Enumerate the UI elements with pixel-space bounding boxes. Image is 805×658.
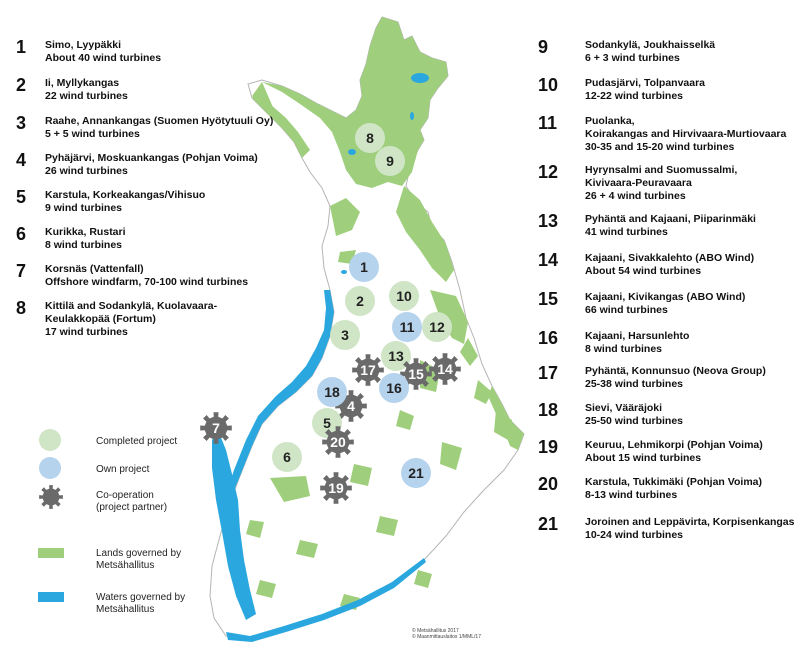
marker-label: 9	[386, 153, 394, 169]
marker-label: 20	[330, 434, 346, 450]
project-number: 4	[16, 150, 27, 170]
project-name	[45, 189, 205, 215]
project-number: 16	[538, 328, 559, 348]
project-number: 6	[16, 224, 27, 244]
project-desc: 25-50 wind turbines	[585, 415, 684, 427]
marker-label: 6	[283, 449, 291, 465]
legend-own-label: Own project	[96, 464, 150, 475]
project-desc: 9 wind turbines	[45, 202, 123, 214]
lake-small-1	[410, 112, 414, 120]
project-number: 3	[16, 113, 27, 133]
project-name-line-1: Pyhäntä and Kajaani, Piiparinmäki	[585, 213, 756, 225]
marker-1[interactable]	[349, 252, 379, 282]
marker-9[interactable]	[375, 146, 405, 176]
project-desc: Offshore windfarm, 70-100 wind turbines	[45, 276, 249, 288]
project-name-line-1: Karstula, Korkeakangas/Vihisuo	[45, 189, 206, 201]
marker-label: 19	[328, 480, 344, 496]
project-number: 13	[538, 211, 559, 231]
gear-icon	[38, 484, 64, 510]
copyright-line-2: © Maanmittauslaitos 1/MML/17	[412, 634, 481, 640]
project-desc: 8 wind turbines	[585, 343, 663, 355]
marker-11[interactable]	[392, 312, 422, 342]
marker-21[interactable]	[401, 458, 431, 488]
project-name-line-1: Joroinen and Leppävirta, Korpisenkangas	[585, 516, 795, 528]
project-number: 20	[538, 474, 559, 494]
project-number: 1	[16, 37, 27, 57]
project-name-line-2: Koirakangas and Hirvivaara-Murtiovaara	[585, 128, 787, 140]
marker-label: 17	[360, 362, 376, 378]
project-name	[45, 115, 273, 141]
project-name	[585, 164, 737, 203]
marker-6[interactable]	[272, 442, 302, 472]
project-name	[585, 39, 715, 65]
marker-label: 16	[386, 380, 402, 396]
project-name	[585, 330, 689, 356]
marker-label: 1	[360, 259, 368, 275]
project-name	[585, 291, 745, 317]
legend-lands	[38, 544, 238, 570]
project-name	[585, 115, 786, 154]
legend-own	[38, 456, 238, 482]
waters-swatch-icon	[38, 592, 64, 602]
project-name-line-1: Sievi, Vääräjoki	[585, 402, 663, 414]
project-desc: About 40 wind turbines	[45, 52, 162, 64]
own-swatch-icon	[38, 456, 62, 480]
lake-inari	[411, 73, 429, 83]
project-name	[585, 213, 756, 239]
marker-label: 2	[356, 293, 364, 309]
marker-label: 4	[347, 398, 355, 414]
project-name-line-1: Raahe, Annankangas (Suomen Hyötytuuli Oy)	[45, 115, 274, 127]
project-desc: 8-13 wind turbines	[585, 489, 678, 501]
copyright	[412, 628, 481, 640]
project-desc: 12-22 wind turbines	[585, 90, 684, 102]
marker-label: 8	[366, 130, 374, 146]
project-name-line-2: Kivivaara-Peuravaara	[585, 177, 692, 189]
legend-coop-label-1: Co-operation	[96, 490, 154, 501]
project-number: 18	[538, 400, 559, 420]
marker-17[interactable]	[352, 354, 384, 386]
legend-waters-label-1: Waters governed by	[96, 592, 186, 603]
project-number: 14	[538, 250, 559, 270]
project-desc: 6 + 3 wind turbines	[585, 52, 680, 64]
marker-19[interactable]	[320, 472, 352, 504]
project-number: 9	[538, 37, 549, 57]
marker-12[interactable]	[422, 312, 452, 342]
legend-lands-label-1: Lands governed by	[96, 548, 182, 559]
project-desc: 8 wind turbines	[45, 239, 123, 251]
project-desc: About 15 wind turbines	[585, 452, 702, 464]
legend-completed-label: Completed project	[96, 436, 178, 447]
legend-waters	[38, 588, 238, 614]
legend-coop	[38, 484, 238, 514]
project-name	[585, 252, 754, 278]
marker-label: 18	[324, 384, 340, 400]
legend-waters-label-2: Metsähallitus	[96, 604, 155, 615]
project-name-line-1: Kittilä and Sodankylä, Kuolavaara-	[45, 300, 218, 312]
project-name-line-1: Ii, Myllykangas	[45, 77, 120, 89]
marker-8[interactable]	[355, 123, 385, 153]
project-desc: 17 wind turbines	[45, 326, 128, 338]
legend-lands-label-2: Metsähallitus	[96, 560, 155, 571]
project-name	[585, 439, 763, 465]
marker-label: 3	[341, 327, 349, 343]
project-name	[45, 39, 161, 65]
marker-label: 13	[388, 348, 404, 364]
marker-10[interactable]	[389, 281, 419, 311]
project-name-line-1: Pyhäjärvi, Moskuankangas (Pohjan Voima)	[45, 152, 258, 164]
project-desc: 26 + 4 wind turbines	[585, 190, 686, 202]
project-name-line-1: Kajaani, Sivakkalehto (ABO Wind)	[585, 252, 755, 264]
project-desc: 5 + 5 wind turbines	[45, 128, 140, 140]
project-number: 19	[538, 437, 559, 457]
completed-swatch-icon	[38, 428, 62, 452]
project-number: 11	[538, 113, 558, 133]
marker-16[interactable]	[379, 373, 409, 403]
marker-3[interactable]	[330, 320, 360, 350]
marker-label: 15	[408, 366, 424, 382]
project-name-line-1: Kajaani, Harsunlehto	[585, 330, 690, 342]
legend-completed	[38, 428, 238, 454]
project-desc: 30-35 and 15-20 wind turbines	[585, 141, 735, 153]
project-name	[585, 402, 683, 428]
project-number: 10	[538, 75, 559, 95]
marker-14[interactable]	[429, 353, 461, 385]
project-name	[585, 476, 762, 502]
project-name	[585, 516, 794, 542]
project-name-line-1: Pyhäntä, Konnunsuo (Neova Group)	[585, 365, 766, 377]
project-desc: About 54 wind turbines	[585, 265, 702, 277]
project-number: 15	[538, 289, 559, 309]
project-name-line-1: Pudasjärvi, Tolpanvaara	[585, 77, 706, 89]
project-name-line-1: Puolanka,	[585, 115, 635, 127]
marker-18[interactable]	[317, 377, 347, 407]
legend-coop-label-2: (project partner)	[96, 502, 168, 513]
marker-label: 12	[429, 319, 445, 335]
project-number: 12	[538, 162, 559, 182]
lands-swatch-icon	[38, 548, 64, 558]
project-name-line-1: Sodankylä, Joukhaisselkä	[585, 39, 716, 51]
marker-2[interactable]	[345, 286, 375, 316]
project-name	[585, 77, 705, 103]
project-name-line-2: Keulakkopää (Fortum)	[45, 313, 156, 325]
project-name-line-1: Korsnäs (Vattenfall)	[45, 263, 144, 275]
marker-label: 11	[399, 319, 415, 335]
project-number: 5	[16, 187, 27, 207]
marker-label: 5	[323, 415, 331, 431]
project-name	[45, 77, 128, 103]
project-desc: 41 wind turbines	[585, 226, 668, 238]
project-number: 21	[538, 514, 559, 534]
project-number: 7	[16, 261, 27, 281]
project-desc: 10-24 wind turbines	[585, 529, 684, 541]
project-desc: 26 wind turbines	[45, 165, 128, 177]
marker-label: 21	[408, 465, 424, 481]
project-name-line-1: Keuruu, Lehmikorpi (Pohjan Voima)	[585, 439, 763, 451]
marker-label: 10	[396, 288, 412, 304]
project-desc: 22 wind turbines	[45, 90, 128, 102]
project-number: 17	[538, 363, 559, 383]
lake-small-2	[348, 149, 356, 155]
marker-label: 7	[212, 420, 220, 436]
project-name-line-1: Karstula, Tukkimäki (Pohjan Voima)	[585, 476, 762, 488]
project-name-line-1: Simo, Lyypäkki	[45, 39, 122, 51]
project-desc: 25-38 wind turbines	[585, 378, 684, 390]
marker-label: 14	[437, 361, 453, 377]
project-name	[45, 226, 126, 252]
lake-small-4	[341, 270, 347, 274]
project-name	[45, 152, 258, 178]
project-name	[45, 300, 217, 339]
project-name	[585, 365, 766, 391]
project-name-line-1: Kajaani, Kivikangas (ABO Wind)	[585, 291, 746, 303]
project-name	[45, 263, 248, 289]
copyright-line-1: © Metsähallitus 2017	[412, 628, 459, 634]
marker-20[interactable]	[322, 426, 354, 458]
project-number: 8	[16, 298, 27, 318]
project-name-line-1: Kurikka, Rustari	[45, 226, 126, 238]
project-name-line-1: Hyrynsalmi and Suomussalmi,	[585, 164, 738, 176]
project-number: 2	[16, 75, 27, 95]
project-desc: 66 wind turbines	[585, 304, 668, 316]
